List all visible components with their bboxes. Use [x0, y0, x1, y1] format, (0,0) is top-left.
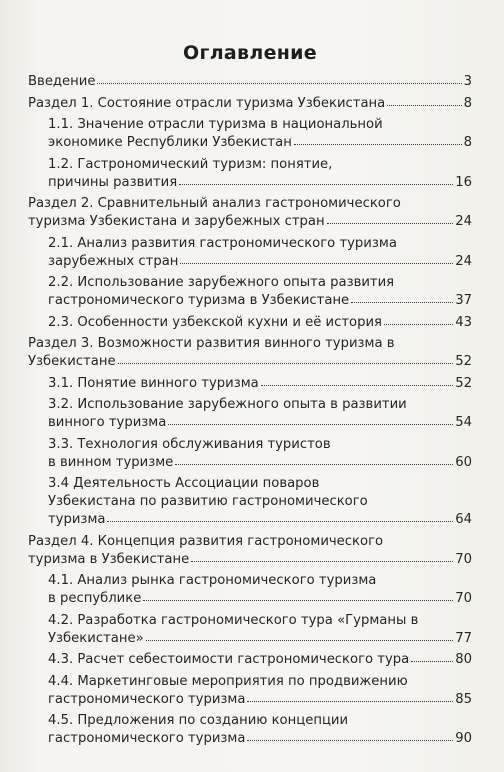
toc-entry-last-line: [48, 651, 472, 669]
toc-entry-last-line: [48, 630, 472, 648]
toc-entry-last-line: [48, 292, 472, 310]
toc-entry-last-line: [48, 454, 472, 472]
toc-entry-line: в республике: [48, 591, 142, 606]
toc-entry-line: 1.2. Гастрономический туризм: понятие,: [48, 156, 333, 172]
toc-entry-line: туризма: [48, 512, 106, 527]
toc-entry-last-line: [48, 134, 472, 152]
toc-entry-last-line: [28, 73, 472, 91]
toc-entry: [28, 335, 472, 371]
toc-entry: [28, 673, 472, 709]
dot-leader: [97, 83, 461, 84]
toc-entry: [28, 235, 472, 271]
toc-entry-line: 4.1. Анализ рынка гастрономического туризма: [48, 573, 377, 588]
page-number: 70: [455, 551, 472, 567]
page-number: 85: [455, 691, 472, 707]
page-title: Оглавление: [183, 42, 317, 64]
toc-entry-line: Раздел 1. Состояние отрасли туризма Узбекистана: [28, 95, 386, 111]
toc-entry: [28, 195, 472, 231]
page-number: 77: [455, 630, 472, 646]
table-of-contents: [28, 73, 472, 748]
toc-entry-line: 2.1. Анализ развития гастрономического туризма: [48, 235, 397, 251]
toc-entry: [28, 533, 472, 569]
toc-entry-line: в винном туризме: [48, 454, 174, 470]
dot-leader: [146, 640, 454, 641]
toc-entry-line: Узбекистане: [28, 354, 116, 369]
toc-entry-line: Раздел 2. Сравнительный анализ гастрономического: [28, 196, 401, 211]
toc-entry-last-line: [48, 174, 472, 192]
toc-entry-last-line: [48, 691, 472, 709]
toc-entry-last-line: [28, 213, 472, 231]
toc-entry-line: гастрономического туризма: [48, 691, 246, 707]
toc-entry-line: Узбекистана по развитию гастрономического: [48, 494, 368, 509]
toc-entry: [28, 95, 472, 113]
toc-entry-line: 3.2. Использование зарубежного опыта в развитии: [48, 397, 407, 412]
toc-entry-line: туризма Узбекистана и зарубежных стран: [28, 214, 325, 229]
toc-entry: [28, 651, 472, 669]
toc-entry-last-line: [48, 511, 472, 529]
toc-entry-last-line: [28, 95, 472, 113]
toc-entry-line: причины развития: [48, 174, 178, 190]
toc-entry: [28, 73, 472, 91]
page-number: 8: [463, 135, 472, 150]
toc-entry-last-line: [48, 253, 472, 271]
page-number: 16: [455, 174, 472, 190]
page-number: 43: [455, 314, 472, 330]
toc-entry: [28, 156, 472, 192]
toc-entry-line: Узбекистане»: [48, 630, 144, 646]
dot-leader: [143, 600, 453, 601]
toc-entry-last-line: [28, 551, 472, 569]
dot-leader: [179, 184, 453, 185]
toc-entry-line: 4.2. Разработка гастрономического тура «Гурманы в: [48, 612, 419, 628]
toc-entry-line: 3.4 Деятельность Ассоциации поваров: [48, 476, 320, 491]
toc-entry-line: 2.3. Особенности узбекской кухни и её история: [48, 314, 382, 330]
toc-entry: [28, 396, 472, 432]
toc-entry-last-line: [48, 590, 472, 608]
dot-leader: [247, 740, 453, 741]
toc-entry: [28, 572, 472, 608]
page-number: 24: [455, 253, 472, 269]
page-number: 54: [455, 415, 472, 430]
toc-entry: [28, 116, 472, 152]
dot-leader: [387, 105, 461, 106]
toc-entry-line: 4.4. Маркетинговые мероприятия по продвижению: [48, 673, 408, 689]
toc-entry-last-line: [48, 414, 472, 432]
toc-entry-line: 2.2. Использование зарубежного опыта развития: [48, 275, 395, 290]
dot-leader: [411, 661, 453, 662]
page-number: 90: [455, 731, 472, 746]
page-number: 70: [455, 591, 472, 606]
dot-leader: [261, 385, 453, 386]
dot-leader: [107, 521, 453, 522]
page-number: 52: [455, 375, 472, 391]
dot-leader: [384, 324, 453, 325]
dot-leader: [294, 144, 462, 145]
dot-leader: [118, 363, 454, 364]
toc-entry: [28, 475, 472, 529]
page-number: 52: [455, 354, 472, 369]
toc-entry-line: 3.3. Технология обслуживания туристов: [48, 436, 331, 452]
toc-entry-line: туризма в Узбекистане: [28, 551, 190, 567]
toc-entry-line: Введение: [28, 74, 96, 89]
toc-entry-line: гастрономического туризма: [48, 731, 246, 746]
toc-entry-line: винного туризма: [48, 415, 167, 430]
toc-entry: [28, 712, 472, 748]
toc-entry-last-line: [48, 375, 472, 393]
toc-entry-last-line: [28, 353, 472, 371]
toc-entry-last-line: [48, 730, 472, 748]
toc-entry-line: 4.5. Предложения по созданию концепции: [48, 713, 349, 728]
page-number: 60: [455, 454, 472, 470]
page-number: 80: [455, 652, 472, 667]
toc-entry-line: экономике Республики Узбекистан: [48, 135, 292, 150]
dot-leader: [191, 561, 453, 562]
toc-entry: [28, 274, 472, 310]
page-number: 24: [455, 214, 472, 229]
toc-entry-line: зарубежных стран: [48, 253, 179, 269]
dot-leader: [351, 302, 453, 303]
page-number: 8: [463, 95, 472, 111]
toc-entry-line: 4.3. Расчет себестоимости гастрономического тура: [48, 652, 410, 667]
toc-entry-line: Раздел 4. Концепция развития гастрономического: [28, 533, 384, 549]
dot-leader: [168, 424, 453, 425]
toc-entry-line: Раздел 3. Возможности развития винного туризма в: [28, 336, 395, 351]
page-number: 37: [455, 293, 472, 308]
toc-entry: [28, 436, 472, 472]
toc-entry-line: гастрономического туризма в Узбекистане: [48, 293, 350, 308]
toc-entry-line: 1.1. Значение отрасли туризма в национальной: [48, 117, 383, 132]
toc-entry: [28, 314, 472, 332]
dot-leader: [180, 263, 453, 264]
dot-leader: [247, 701, 453, 702]
toc-entry: [28, 612, 472, 648]
toc-entry: [28, 375, 472, 393]
dot-leader: [175, 464, 453, 465]
toc-entry-last-line: [48, 314, 472, 332]
page-number: 3: [463, 74, 472, 89]
dot-leader: [327, 223, 454, 224]
toc-entry-line: 3.1. Понятие винного туризма: [48, 375, 259, 391]
page-number: 64: [455, 512, 472, 527]
